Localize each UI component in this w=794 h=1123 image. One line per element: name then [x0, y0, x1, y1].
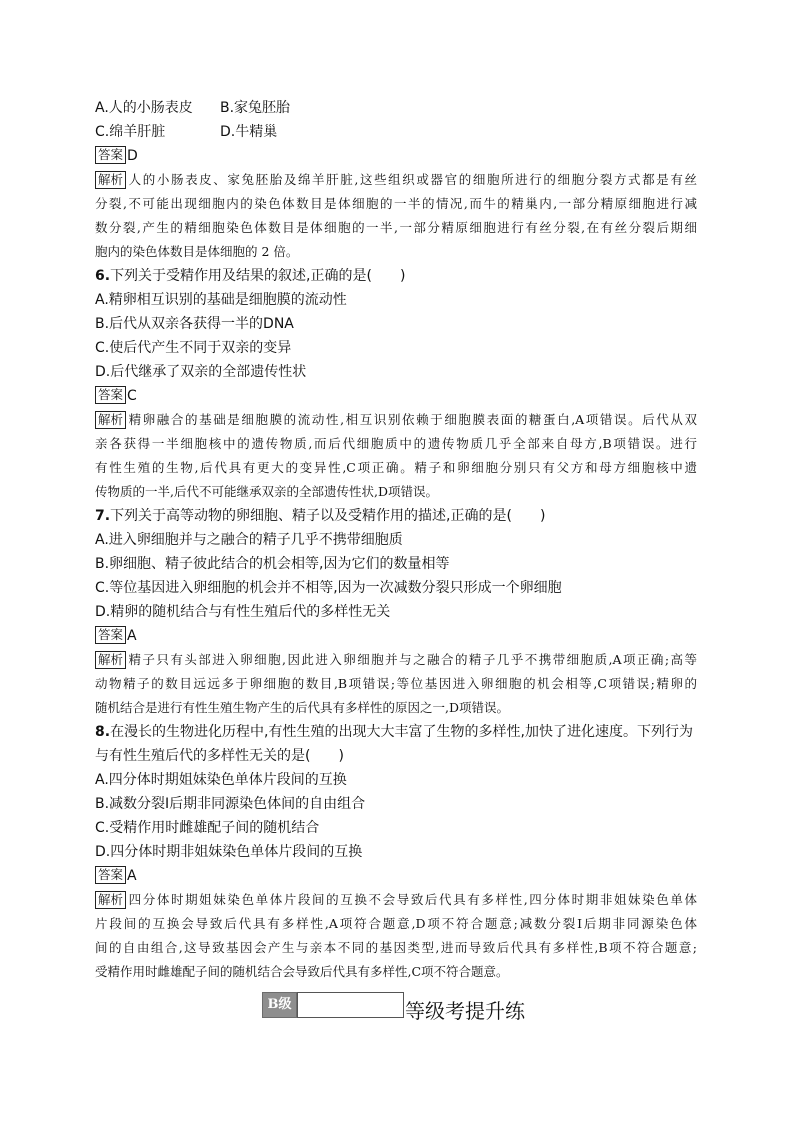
analysis-text: 传物质的一半,后代不可能继承双亲的全部遗传性状,D项错误。 [95, 484, 438, 499]
exam-content [95, 96, 697, 984]
q6-option-b: B.后代从双亲各获得一半的DNA [95, 316, 294, 332]
analysis-text: 随机结合是进行有性生殖生物产生的后代具有多样性的原因之一,D项错误。 [95, 700, 509, 715]
analysis-text: 片段间的互换会导致后代具有多样性,A项符合题意,D项不符合题意;减数分裂Ⅰ后期非同源染色体 [95, 916, 697, 931]
answer-value: A [127, 868, 137, 884]
q5-analysis-line [95, 168, 697, 192]
analysis-label: 解析 [95, 171, 126, 189]
q6-option-a: A.精卵相互识别的基础是细胞膜的流动性 [95, 292, 347, 308]
answer-label: 答案 [95, 626, 126, 644]
analysis-text: 数分裂,产生的精细胞染色体数目是体细胞的一半,一部分精原细胞进行有丝分裂,在有丝分裂后期细 [95, 220, 697, 235]
question-stem: 下列关于受精作用及结果的叙述,正确的是( ) [110, 268, 406, 284]
q5-analysis-line [95, 192, 697, 216]
q7-option-b: B.卵细胞、精子彼此结合的机会相等,因为它们的数量相等 [95, 556, 450, 572]
q8-analysis-line [95, 960, 697, 984]
answer-value: D [127, 148, 138, 164]
section-title-box [297, 992, 404, 1018]
answer-value: A [127, 628, 137, 644]
q5-option-c: C.绵羊肝脏 [95, 124, 166, 140]
answer-label: 答案 [95, 866, 126, 884]
q6-option-d: D.后代继承了双亲的全部遗传性状 [95, 364, 307, 380]
q5-option-d: D.牛精巢 [220, 124, 278, 140]
q5-options-row-1 [95, 96, 697, 120]
question-stem: 下列关于高等动物的卵细胞、精子以及受精作用的描述,正确的是( ) [110, 508, 546, 524]
q8-stem-line-2: 与有性生殖后代的多样性无关的是( ) [95, 748, 344, 764]
q8-option-c: C.受精作用时雌雄配子间的随机结合 [95, 820, 320, 836]
q7-answer [95, 624, 697, 648]
analysis-text: 间的自由组合,这导致基因会产生与亲本不同的基因类型,进而导致后代具有多样性,B项不符合题意; [95, 940, 697, 955]
q8-option-d: D.四分体时期非姐妹染色单体片段间的互换 [95, 844, 363, 860]
question-number: 6. [95, 268, 111, 284]
q6-analysis-line [95, 480, 697, 504]
section-level-badge: B级 [262, 992, 297, 1018]
analysis-text: 四分体时期姐妹染色单体片段间的互换不会导致后代具有多样性,四分体时期非姐妹染色单体 [127, 892, 697, 907]
analysis-text: 人的小肠表皮、家兔胚胎及绵羊肝脏,这些组织或器官的细胞所进行的细胞分裂方式都是有丝 [127, 172, 697, 187]
q5-answer [95, 144, 697, 168]
q5-analysis-line [95, 240, 697, 264]
analysis-text: 有性生殖的生物,后代具有更大的变异性,C项正确。精子和卵细胞分别只有父方和母方细胞核中遗 [95, 460, 697, 475]
q6-analysis-line [95, 456, 697, 480]
q7-stem [95, 504, 697, 528]
q5-analysis-line [95, 216, 697, 240]
question-number: 8. [95, 724, 111, 740]
section-title: 等级考提升练 [405, 999, 525, 1023]
answer-label: 答案 [95, 386, 126, 404]
answer-value: C [127, 388, 137, 404]
q8-analysis-line [95, 936, 697, 960]
q6-option-c: C.使后代产生不同于双亲的变异 [95, 340, 292, 356]
question-number: 7. [95, 508, 111, 524]
q7-option-d: D.精卵的随机结合与有性生殖后代的多样性无关 [95, 604, 391, 620]
q6-analysis-line [95, 432, 697, 456]
analysis-label: 解析 [95, 891, 126, 909]
question-stem: 在漫长的生物进化历程中,有性生殖的出现大大丰富了生物的多样性,加快了进化速度。下列行为 [110, 724, 693, 740]
analysis-text: 精子只有头部进入卵细胞,因此进入卵细胞并与之融合的精子几乎不携带细胞质,A项正确;高等 [127, 652, 697, 667]
analysis-text: 精卵融合的基础是细胞膜的流动性,相互识别依赖于细胞膜表面的糖蛋白,A项错误。后代从双 [127, 412, 697, 427]
q7-analysis-line [95, 696, 697, 720]
analysis-text: 受精作用时雌雄配子间的随机结合会导致后代具有多样性,C项不符合题意。 [95, 964, 509, 979]
analysis-text: 胞内的染色体数目是体细胞的 2 倍。 [95, 244, 299, 259]
q8-analysis-line [95, 888, 697, 912]
q5-options-row-2 [95, 120, 697, 144]
q6-stem [95, 264, 697, 288]
q7-option-a: A.进入卵细胞并与之融合的精子几乎不携带细胞质 [95, 532, 403, 548]
q8-option-a: A.四分体时期姐妹染色单体片段间的互换 [95, 772, 347, 788]
q8-stem-line-1 [95, 720, 697, 744]
q5-option-b: B.家兔胚胎 [220, 100, 291, 116]
analysis-label: 解析 [95, 651, 126, 669]
q8-answer [95, 864, 697, 888]
q8-option-b: B.减数分裂Ⅰ后期非同源染色体间的自由组合 [95, 796, 366, 812]
q5-option-a: A.人的小肠表皮 [95, 100, 193, 116]
answer-label: 答案 [95, 146, 126, 164]
q8-analysis-line [95, 912, 697, 936]
q6-answer [95, 384, 697, 408]
analysis-text: 分裂,不可能出现细胞内的染色体数目是体细胞的一半的情况,而牛的精巢内,一部分精原细胞进行减 [95, 196, 697, 211]
analysis-text: 亲各获得一半细胞核中的遗传物质,而后代细胞质中的遗传物质几乎全部来自母方,B项错误。进行 [95, 436, 697, 451]
q7-option-c: C.等位基因进入卵细胞的机会并不相等,因为一次减数分裂只形成一个卵细胞 [95, 580, 562, 596]
q6-analysis-line [95, 408, 697, 432]
analysis-text: 动物精子的数目远远多于卵细胞的数目,B项错误;等位基因进入卵细胞的机会相等,C项错误;精卵的 [95, 676, 697, 691]
q7-analysis-line [95, 672, 697, 696]
analysis-label: 解析 [95, 411, 126, 429]
q7-analysis-line [95, 648, 697, 672]
